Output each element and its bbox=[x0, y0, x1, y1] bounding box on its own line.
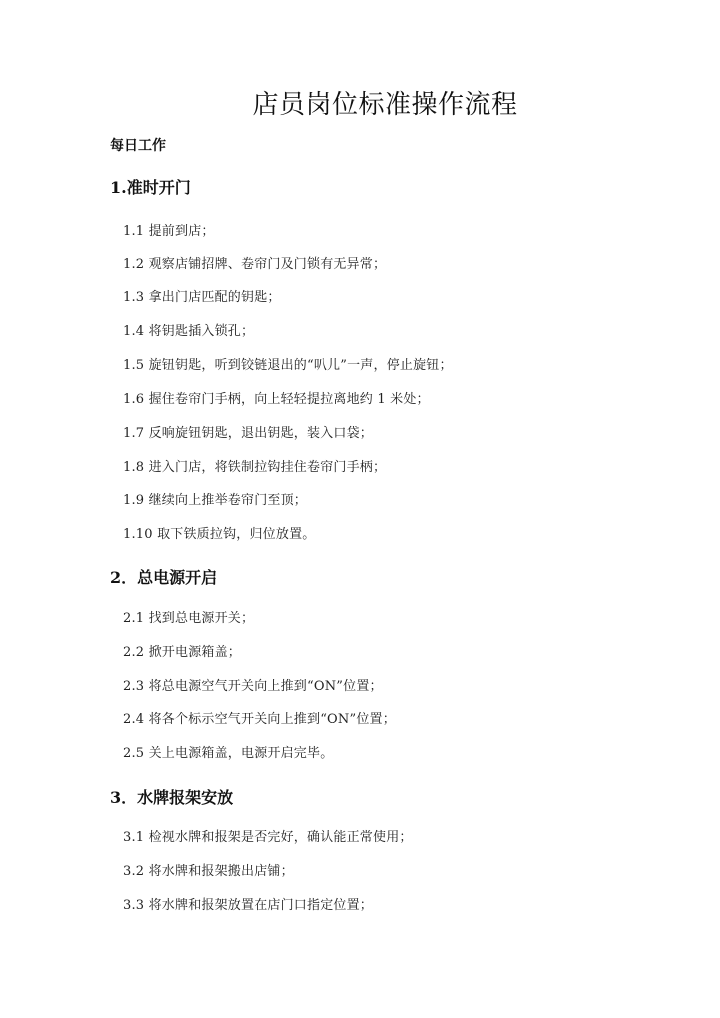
section-1-item: 1.8 进入门店，将铁制拉钩挂住卷帘门手柄； bbox=[123, 460, 387, 475]
section-2-item: 2.1 找到总电源开关； bbox=[123, 611, 255, 626]
section-1-item: 1.1 提前到店； bbox=[123, 224, 215, 239]
section-1-item: 1.10 取下铁质拉钩，归位放置。 bbox=[123, 527, 316, 542]
section-2-item: 2.2 掀开电源箱盖； bbox=[123, 645, 242, 660]
page-subtitle: 每日工作 bbox=[110, 138, 166, 154]
section-1-item: 1.4 将钥匙插入锁孔； bbox=[123, 324, 255, 339]
section-1-item: 1.2 观察店铺招牌、卷帘门及门锁有无异常； bbox=[123, 257, 387, 272]
section-3-item: 3.1 检视水牌和报架是否完好，确认能正常使用； bbox=[123, 830, 413, 845]
section-2-item: 2.3 将总电源空气开关向上推到“ON”位置； bbox=[123, 679, 383, 694]
section-1-item: 1.5 旋钮钥匙，听到铰链退出的“叭儿”一声，停止旋钮； bbox=[123, 358, 453, 373]
section-3-item: 3.2 将水牌和报架搬出店铺； bbox=[123, 864, 294, 879]
section-1-item: 1.9 继续向上推举卷帘门至顶； bbox=[123, 493, 308, 508]
section-3-item: 3.3 将水牌和报架放置在店门口指定位置； bbox=[123, 898, 374, 913]
page-title: 店员岗位标准操作流程 bbox=[252, 90, 518, 120]
section-2-item: 2.4 将各个标示空气开关向上推到“ON”位置； bbox=[123, 712, 396, 727]
section-heading-2: 2．总电源开启 bbox=[110, 568, 218, 587]
section-heading-1: 1.准时开门 bbox=[110, 178, 191, 197]
section-1-item: 1.7 反响旋钮钥匙，退出钥匙，装入口袋； bbox=[123, 426, 374, 441]
section-1-item: 1.3 拿出门店匹配的钥匙； bbox=[123, 290, 281, 305]
section-2-item: 2.5 关上电源箱盖，电源开启完毕。 bbox=[123, 746, 334, 761]
section-heading-3: 3．水牌报架安放 bbox=[110, 788, 234, 807]
section-1-item: 1.6 握住卷帘门手柄，向上轻轻提拉离地约 1 米处； bbox=[123, 392, 430, 407]
